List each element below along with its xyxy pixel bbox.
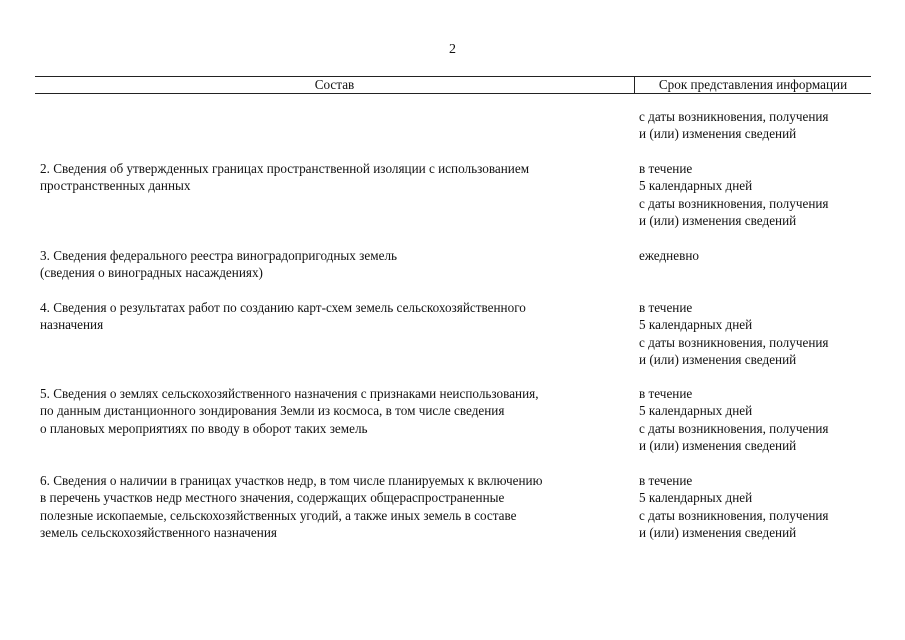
row-deadline-line: в течение bbox=[639, 161, 693, 176]
row-composition-line: о плановых мероприятиях по вводу в оборот таких земель bbox=[40, 420, 368, 436]
row-composition-2 bbox=[40, 160, 529, 195]
row-deadline-4 bbox=[639, 299, 829, 368]
row-composition-line: 3. Сведения федерального реестра виноградопригодных земель bbox=[40, 248, 398, 263]
row-deadline-line: 5 календарных дней bbox=[639, 403, 753, 419]
row-composition-4 bbox=[40, 299, 526, 334]
row-composition-line: в перечень участков недр местного значения, содержащих общераспространенные bbox=[40, 490, 505, 506]
row-composition-line: 4. Сведения о результатах работ по созданию карт-схем земель сельскохозяйственного bbox=[40, 300, 526, 315]
row-deadline-line: ежедневно bbox=[639, 248, 699, 263]
row-deadline-3 bbox=[639, 247, 699, 264]
row-deadline-line: в течение bbox=[639, 386, 693, 401]
row-composition-line: земель сельскохозяйственного назначения bbox=[40, 524, 277, 540]
row-deadline-line: с даты возникновения, получения bbox=[639, 507, 829, 523]
row-deadline-6 bbox=[639, 472, 829, 541]
row-deadline-line: и (или) изменения сведений bbox=[639, 212, 797, 228]
row-deadline-2 bbox=[639, 160, 829, 229]
row-deadline-line: и (или) изменения сведений bbox=[639, 126, 797, 142]
row-deadline-line: с даты возникновения, получения bbox=[639, 334, 829, 350]
row-composition-6 bbox=[40, 472, 542, 541]
row-deadline-line: в течение bbox=[639, 300, 693, 315]
row-deadline-5 bbox=[639, 385, 829, 454]
row-deadline-line: 5 календарных дней bbox=[639, 490, 753, 506]
row-composition-line: пространственных данных bbox=[40, 178, 191, 194]
row-composition-line: назначения bbox=[40, 317, 104, 333]
row-deadline-line: 5 календарных дней bbox=[639, 317, 753, 333]
column-header-composition: Состав bbox=[314, 77, 355, 92]
row-composition-5 bbox=[40, 385, 539, 437]
row-deadline-line: в течение bbox=[639, 473, 693, 488]
row-deadline-line: с даты возникновения, получения bbox=[639, 420, 829, 436]
row-composition-line: по данным дистанционного зондирования Земли из космоса, в том числе сведения bbox=[40, 403, 505, 419]
row-composition-line: 5. Сведения о землях сельскохозяйственного назначения с признаками неиспользования, bbox=[40, 386, 539, 401]
row-deadline-line: с даты возникновения, получения bbox=[639, 195, 829, 211]
row-composition-line: полезные ископаемые, сельскохозяйственных угодий, а также иных земель в составе bbox=[40, 507, 517, 523]
row-composition-line: (сведения о виноградных насаждениях) bbox=[40, 265, 263, 281]
column-header-deadline: Срок представления информации bbox=[658, 77, 848, 92]
row-deadline-line: и (или) изменения сведений bbox=[639, 437, 797, 453]
row-composition-line: 6. Сведения о наличии в границах участков недр, в том числе планируемых к включению bbox=[40, 473, 543, 488]
row-deadline-1 bbox=[639, 108, 829, 143]
table-header-bottom-rule bbox=[35, 93, 871, 94]
row-deadline-line: с даты возникновения, получения bbox=[639, 109, 829, 124]
row-deadline-line: и (или) изменения сведений bbox=[639, 524, 797, 540]
row-deadline-line: и (или) изменения сведений bbox=[639, 351, 797, 367]
row-composition-line: 2. Сведения об утвержденных границах пространственной изоляции с использованием bbox=[40, 161, 530, 176]
page-number: 2 bbox=[449, 42, 456, 57]
row-deadline-line: 5 календарных дней bbox=[639, 178, 753, 194]
row-composition-3 bbox=[40, 247, 397, 282]
